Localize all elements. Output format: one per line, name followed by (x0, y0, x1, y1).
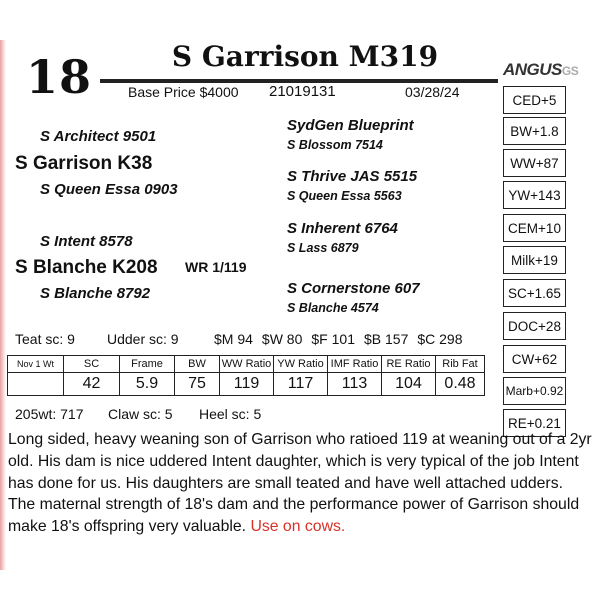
sire-sire: S Architect 9501 (40, 128, 157, 145)
description-text: Long sided, heavy weaning son of Garrison who ratioed 119 at weaning out of a 2yr old. His dam is nice uddered Intent daughter, which is very typical of the job Intent has done for us. His daughters are small teated and have well attached udders. The maternal strength of 18's dam and the performance power of Garrison should make 18's offspring very valuable. (8, 431, 592, 536)
perf-header-cell: WW Ratio (220, 356, 274, 373)
perf-header-row (8, 356, 485, 373)
perf-value-cell: 119 (220, 373, 274, 396)
perf-header-cell: RE Ratio (382, 356, 436, 373)
ssg-4-sub: S Blanche 4574 (287, 301, 379, 315)
index-b: $B 157 (363, 331, 409, 347)
epd-bw: BW+1.8 (503, 117, 566, 145)
ssg-4-name: S Cornerstone 607 (287, 280, 420, 297)
perf-value-cell (8, 373, 64, 396)
left-edge-accent (0, 40, 6, 570)
ssg-1-name: SydGen Blueprint (287, 117, 414, 134)
perf-header-cell: Rib Fat (436, 356, 485, 373)
sire-dam: S Queen Essa 0903 (40, 181, 178, 198)
dam: S Blanche K208 (15, 257, 158, 278)
perf-value-cell: 0.48 (436, 373, 485, 396)
index-w: $W 80 (261, 331, 303, 347)
weight-205: 205wt: 717 (15, 406, 84, 422)
ssg-3-sub: S Lass 6879 (287, 241, 359, 255)
perf-header-cell: YW Ratio (274, 356, 328, 373)
description (8, 429, 593, 538)
index-f: $F 101 (311, 331, 355, 347)
bull-name: S Garrison M319 (171, 40, 439, 73)
ssg-2-sub: S Queen Essa 5563 (287, 189, 402, 203)
epd-yw: YW+143 (503, 181, 566, 209)
epd-ww: WW+87 (503, 149, 566, 177)
perf-value-cell: 104 (382, 373, 436, 396)
ssg-2-name: S Thrive JAS 5515 (287, 168, 418, 185)
heel-score: Heel sc: 5 (199, 406, 262, 422)
index-m: $M 94 (214, 331, 253, 347)
udder-score: Udder sc: 9 (107, 331, 179, 347)
perf-header-cell: Frame (120, 356, 175, 373)
perf-value-cell: 113 (328, 373, 382, 396)
ssg-3-name: S Inherent 6764 (287, 220, 398, 237)
birth-date: 03/28/24 (405, 84, 460, 100)
epd-cem: CEM+10 (503, 214, 566, 242)
claw-score: Claw sc: 5 (108, 406, 173, 422)
dollar-indexes (214, 331, 463, 347)
epd-sc: SC+1.65 (503, 279, 566, 307)
perf-header-cell: Nov 1 Wt (8, 356, 64, 373)
perf-value-cell: 5.9 (120, 373, 175, 396)
perf-header-cell: BW (175, 356, 220, 373)
dam-sire: S Intent 8578 (40, 233, 133, 250)
usage-note: Use on cows. (250, 518, 346, 536)
epd-ced: CED+5 (503, 86, 566, 114)
base-price: Base Price $4000 (128, 84, 239, 100)
angus-logo: ANGUSGS (503, 60, 579, 79)
perf-value-cell: 42 (64, 373, 120, 396)
perf-value-cell: 75 (175, 373, 220, 396)
epd-milk: Milk+19 (503, 246, 566, 274)
sire: S Garrison K38 (15, 153, 153, 174)
perf-value-cell: 117 (274, 373, 328, 396)
epd-doc: DOC+28 (503, 312, 566, 340)
dam-dam: S Blanche 8792 (40, 285, 151, 302)
weaning-ratio: WR 1/119 (185, 259, 247, 275)
lot-number: 18 (26, 50, 93, 104)
index-c: $C 298 (417, 331, 463, 347)
teat-score: Teat sc: 9 (15, 331, 75, 347)
performance-table (7, 355, 485, 396)
epd-cw: CW+62 (503, 345, 566, 373)
epd-marb: Marb+0.92 (503, 377, 566, 405)
perf-value-row (8, 373, 485, 396)
registration-number: 21019131 (269, 83, 336, 100)
perf-header-cell: SC (64, 356, 120, 373)
ssg-1-sub: S Blossom 7514 (287, 138, 383, 152)
epd-re: RE+0.21 (503, 409, 566, 437)
perf-header-cell: IMF Ratio (328, 356, 382, 373)
